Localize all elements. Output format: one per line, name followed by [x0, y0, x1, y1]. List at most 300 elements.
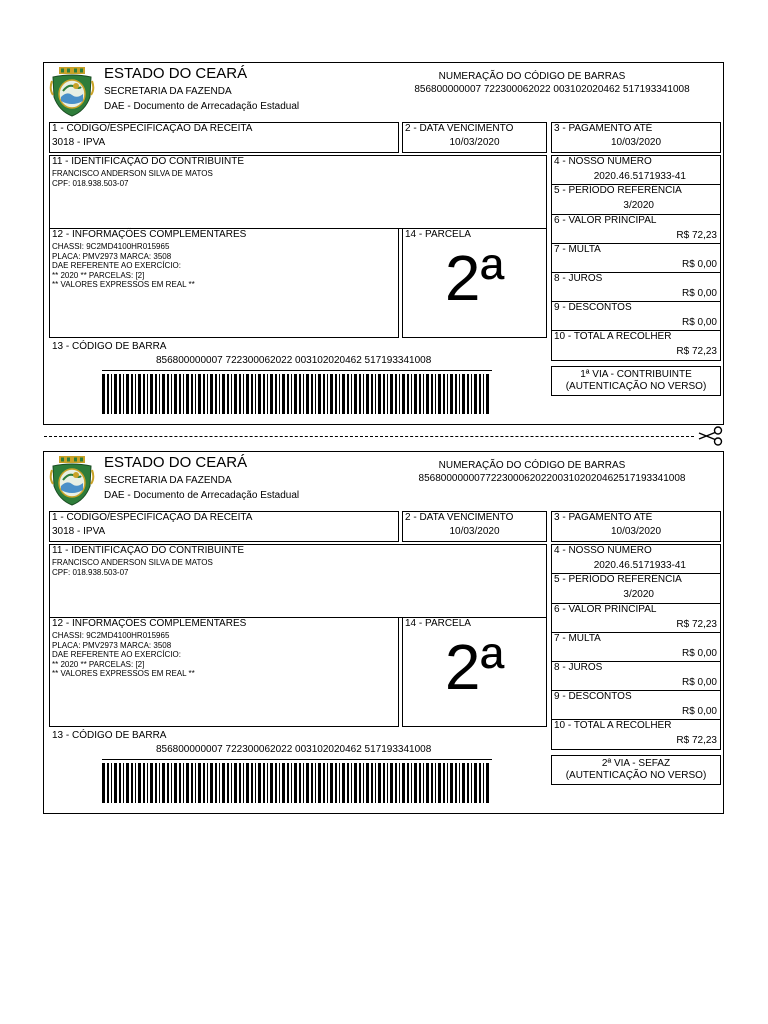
barcode-bar [174, 763, 177, 803]
barcode-bar [315, 374, 316, 414]
barcode-bar [447, 763, 448, 803]
copy-name: 2ª VIA - SEFAZ [601, 758, 671, 769]
installment-number: 2ª [444, 242, 505, 314]
barcode-bar [183, 374, 184, 414]
barcode-bar [323, 374, 325, 414]
field-value: R$ 0,00 [681, 317, 717, 328]
barcode-bar [411, 763, 412, 803]
barcode-bar [363, 374, 364, 414]
field-label: 8 - JUROS [554, 273, 603, 284]
barcode-bar [131, 374, 133, 414]
field-value: 3/2020 [623, 200, 654, 211]
barcode-bar [371, 374, 373, 414]
values-column [551, 544, 721, 750]
copy-designation [551, 755, 721, 785]
barcode-bar [183, 763, 184, 803]
barcode-bar [107, 374, 109, 414]
barcode-bar [339, 763, 340, 803]
barcode-bar [359, 374, 361, 414]
field-label: 10 - TOTAL A RECOLHER [554, 331, 672, 342]
barcode-digits: 856800000007 722300062022 003102020462 517193341008 [156, 355, 432, 366]
barcode-bar [155, 374, 157, 414]
barcode-divider [102, 370, 492, 371]
barcode-bar [330, 374, 333, 414]
barcode-bar [275, 763, 277, 803]
barcode-bar [255, 374, 256, 414]
barcode-bar [351, 763, 352, 803]
barcode-bar [455, 763, 457, 803]
barcode-bar [263, 374, 265, 414]
field-revenue-code [49, 511, 399, 542]
barcode-bar [231, 763, 232, 803]
barcode-bar [143, 763, 145, 803]
barcode-bar [407, 374, 409, 414]
barcode-bar [159, 763, 160, 803]
barcode-bar [270, 763, 273, 803]
field-value: R$ 72,23 [676, 346, 717, 357]
barcode-bar [335, 374, 337, 414]
barcode-bar [191, 763, 193, 803]
barcode-numbering-title: NUMERAÇÃO DO CÓDIGO DE BARRAS [438, 460, 626, 471]
barcode-bar [222, 374, 225, 414]
field-value: 3018 - IPVA [52, 137, 106, 148]
field-label: 14 - PARCELA [405, 618, 471, 629]
field-label: 14 - PARCELA [405, 229, 471, 240]
field-value: R$ 72,23 [676, 619, 717, 630]
barcode-bar [354, 374, 357, 414]
barcode-bar [438, 374, 441, 414]
copy-name: 1ª VIA - CONTRIBUINTE [580, 369, 692, 380]
barcode-bar [347, 763, 349, 803]
barcode-bar [147, 763, 148, 803]
barcode-bar [215, 763, 217, 803]
barcode-bar [275, 374, 277, 414]
barcode-bar [119, 763, 121, 803]
field-label: 3 - PAGAMENTO ATÉ [554, 123, 653, 134]
taxpayer-cpf: CPF: 018.938.503-07 [52, 179, 129, 188]
barcode-bar [438, 763, 441, 803]
barcode-numbering-title: NUMERAÇÃO DO CÓDIGO DE BARRAS [438, 71, 626, 82]
field-value: R$ 0,00 [681, 288, 717, 299]
barcode-bar [402, 374, 405, 414]
coat-of-arms-icon [49, 456, 95, 506]
field-label: 7 - MULTA [554, 244, 601, 255]
taxpayer-name: FRANCISCO ANDERSON SILVA DE MATOS [52, 558, 213, 567]
barcode-bar [195, 763, 196, 803]
barcode-bar [443, 763, 445, 803]
field-label: 5 - PERÍODO REFERÊNCIA [554, 574, 682, 585]
barcode-bar [267, 374, 268, 414]
info-line: PLACA: PMV2973 MARCA: 3508 [52, 640, 172, 650]
state-name: ESTADO DO CEARÁ [104, 65, 248, 82]
barcode-bar [459, 763, 460, 803]
field-label: 6 - VALOR PRINCIPAL [554, 604, 657, 615]
barcode-bar [135, 374, 136, 414]
field-label: 12 - INFORMAÇÕES COMPLEMENTARES [52, 618, 247, 629]
barcode-bar [279, 763, 280, 803]
barcode-bar [210, 374, 213, 414]
barcode-bar [318, 763, 321, 803]
barcode-bar [426, 374, 429, 414]
barcode-bar [387, 374, 388, 414]
field-complementary-info [49, 228, 399, 338]
field-payment-until [551, 511, 721, 542]
barcode-bar [167, 374, 169, 414]
info-line: CHASSI: 9C2MD4100HR015965 [52, 631, 170, 640]
cut-line [44, 436, 694, 437]
field-value: R$ 0,00 [681, 259, 717, 270]
info-line: CHASSI: 9C2MD4100HR015965 [52, 242, 170, 251]
barcode-bar [354, 763, 357, 803]
barcode-bar [450, 374, 453, 414]
barcode-bar [318, 374, 321, 414]
barcode-bar [378, 763, 381, 803]
field-label: 11 - IDENTIFICAÇÃO DO CONTRIBUINTE [52, 545, 245, 556]
barcode-bar [474, 763, 477, 803]
barcode-bar [179, 763, 181, 803]
barcode-bar [431, 763, 433, 803]
barcode-bar [111, 374, 112, 414]
field-label: 2 - DATA VENCIMENTO [405, 123, 514, 134]
barcode-bar [479, 763, 481, 803]
barcode-bar [159, 374, 160, 414]
barcode-bar [299, 374, 301, 414]
field-label: 4 - NOSSO NÚMERO [554, 545, 652, 556]
barcode-bar [111, 763, 112, 803]
copy-authentication-note: (AUTENTICAÇÃO NO VERSO) [565, 770, 707, 781]
barcode-bar [431, 374, 433, 414]
state-name: ESTADO DO CEARÁ [104, 454, 248, 471]
dae-slip-first-copy [43, 62, 724, 425]
barcode-bar [383, 763, 385, 803]
barcode-bar [198, 374, 201, 414]
field-value: 3018 - IPVA [52, 526, 106, 537]
barcode-bar [306, 374, 309, 414]
barcode-bar [474, 374, 477, 414]
barcode-bar [414, 763, 417, 803]
info-line: ** 2020 ** PARCELAS: [2] [52, 659, 145, 669]
installment-number: 2ª [444, 631, 505, 703]
barcode-bar [131, 763, 133, 803]
values-column [551, 155, 721, 361]
barcode-bar [467, 763, 469, 803]
field-label: 9 - DESCONTOS [554, 302, 632, 313]
barcode-bar [258, 374, 261, 414]
barcode-bar [239, 374, 241, 414]
barcode-bar [150, 763, 153, 803]
barcode-bar [171, 374, 172, 414]
coat-of-arms-icon [49, 67, 95, 117]
barcode-bar [186, 374, 189, 414]
barcode-bar [407, 763, 409, 803]
barcode-bar [303, 374, 304, 414]
barcode-bar [203, 374, 205, 414]
barcode-bar [435, 763, 436, 803]
barcode-bar [467, 374, 469, 414]
barcode-bar [419, 763, 421, 803]
field-label: 1 - CÓDIGO/ESPECIFICAÇÃO DA RECEITA [52, 512, 253, 523]
field-label: 8 - JUROS [554, 662, 603, 673]
field-due-date [402, 122, 547, 153]
document-description: DAE - Documento de Arrecadação Estadual [104, 101, 300, 112]
field-value: 10/03/2020 [610, 137, 662, 148]
barcode-bar [306, 763, 309, 803]
barcode-bar [282, 763, 285, 803]
barcode-bar [426, 763, 429, 803]
barcode-bar [462, 763, 465, 803]
barcode-bar [294, 374, 297, 414]
barcode-bar [390, 763, 393, 803]
barcode-bar [215, 374, 217, 414]
barcode-bar [227, 763, 229, 803]
barcode-bar [107, 763, 109, 803]
barcode-bar [399, 374, 400, 414]
field-taxpayer-identification [49, 155, 547, 229]
barcode-bar [411, 374, 412, 414]
barcode-bar [207, 763, 208, 803]
barcode-bar [483, 374, 484, 414]
barcode-bar [311, 763, 313, 803]
barcode-bar [479, 374, 481, 414]
field-value: 10/03/2020 [449, 137, 500, 148]
barcode-bar [342, 763, 345, 803]
barcode-bar [375, 763, 376, 803]
barcode-label: 13 - CÓDIGO DE BARRA [52, 341, 167, 352]
barcode-bar [267, 763, 268, 803]
department-name: SECRETARIA DA FAZENDA [104, 86, 232, 97]
barcode-bar [198, 763, 201, 803]
barcode-bar [395, 763, 397, 803]
barcode-bar [486, 374, 489, 414]
barcode-bar [383, 374, 385, 414]
field-value: 3/2020 [623, 589, 654, 600]
barcode-bar [207, 374, 208, 414]
barcode-bar [239, 763, 241, 803]
barcode-bar [483, 763, 484, 803]
field-value: R$ 0,00 [681, 648, 717, 659]
department-name: SECRETARIA DA FAZENDA [104, 475, 232, 486]
field-label: 12 - INFORMAÇÕES COMPLEMENTARES [52, 229, 247, 240]
barcode-bar [287, 763, 289, 803]
info-line: DAE REFERENTE AO EXERCÍCIO: [52, 650, 181, 659]
barcode-bar [227, 374, 229, 414]
dae-slip-second-copy [43, 451, 724, 814]
barcode-bar [387, 763, 388, 803]
barcode-bar [162, 374, 165, 414]
barcode-label: 13 - CÓDIGO DE BARRA [52, 730, 167, 741]
field-due-date [402, 511, 547, 542]
barcode-bar [323, 763, 325, 803]
barcode-bar [138, 374, 141, 414]
barcode-bar [414, 374, 417, 414]
barcode-bar [114, 374, 117, 414]
barcode-bar [150, 374, 153, 414]
barcode-bar [258, 763, 261, 803]
barcode-bar [351, 374, 352, 414]
barcode-bar [303, 763, 304, 803]
barcode-bar [342, 374, 345, 414]
barcode-bar [291, 374, 292, 414]
barcode-bar [135, 763, 136, 803]
barcode-bar [471, 763, 472, 803]
barcode-bar [102, 763, 105, 803]
barcode-bar [143, 374, 145, 414]
barcode-bar [291, 763, 292, 803]
field-label: 6 - VALOR PRINCIPAL [554, 215, 657, 226]
barcode-bar [222, 763, 225, 803]
barcode-bar [167, 763, 169, 803]
field-value: 10/03/2020 [449, 526, 500, 537]
field-value: R$ 72,23 [676, 230, 717, 241]
barcode-bar [423, 763, 424, 803]
barcode-bar [294, 763, 297, 803]
barcode-bar [282, 374, 285, 414]
field-value: R$ 72,23 [676, 735, 717, 746]
field-label: 7 - MULTA [554, 633, 601, 644]
barcode-bar [251, 763, 253, 803]
info-line: ** 2020 ** PARCELAS: [2] [52, 270, 145, 280]
field-installment [402, 617, 547, 727]
barcode-bar [126, 763, 129, 803]
barcode-bar [270, 374, 273, 414]
barcode-bar [450, 763, 453, 803]
barcode-bar [335, 763, 337, 803]
barcode-bar [246, 374, 249, 414]
barcode-bar [390, 374, 393, 414]
barcode-bar [402, 763, 405, 803]
barcode-bar [455, 374, 457, 414]
barcode-bar [471, 374, 472, 414]
barcode-bar [327, 374, 328, 414]
barcode-bar [119, 374, 121, 414]
barcode-bar [203, 763, 205, 803]
barcode-bar [195, 374, 196, 414]
barcode-bar [138, 763, 141, 803]
taxpayer-cpf: CPF: 018.938.503-07 [52, 568, 129, 577]
field-value: R$ 0,00 [681, 706, 717, 717]
info-line: DAE REFERENTE AO EXERCÍCIO: [52, 261, 181, 270]
info-line: ** VALORES EXPRESSOS EM REAL ** [52, 669, 195, 678]
copy-designation [551, 366, 721, 396]
barcode-bar [174, 374, 177, 414]
barcode-bar [123, 374, 124, 414]
field-value: 10/03/2020 [610, 526, 662, 537]
barcode-bar [191, 374, 193, 414]
barcode-bar [366, 763, 369, 803]
barcode-divider [102, 759, 492, 760]
scissors-icon [698, 426, 724, 446]
barcode-digits: 856800000007 722300062022 003102020462 517193341008 [156, 744, 432, 755]
barcode-bar [263, 763, 265, 803]
field-label: 1 - CÓDIGO/ESPECIFICAÇÃO DA RECEITA [52, 123, 253, 134]
barcode-bar [251, 374, 253, 414]
barcode-icon [102, 374, 492, 414]
barcode-bar [299, 763, 301, 803]
field-revenue-code [49, 122, 399, 153]
field-label: 2 - DATA VENCIMENTO [405, 512, 514, 523]
barcode-bar [102, 374, 105, 414]
barcode-bar [162, 763, 165, 803]
barcode-bar [147, 374, 148, 414]
barcode-bar [311, 374, 313, 414]
field-payment-until [551, 122, 721, 153]
barcode-bar [219, 763, 220, 803]
barcode-bar [419, 374, 421, 414]
barcode-bar [423, 374, 424, 414]
field-label: 4 - NOSSO NÚMERO [554, 156, 652, 167]
barcode-bar [114, 763, 117, 803]
barcode-numbering-value: 856800000007 722300062022 003102020462 517193341008 [414, 84, 690, 95]
barcode-bar [327, 763, 328, 803]
barcode-bar [447, 374, 448, 414]
barcode-bar [219, 374, 220, 414]
taxpayer-name: FRANCISCO ANDERSON SILVA DE MATOS [52, 169, 213, 178]
document-description: DAE - Documento de Arrecadação Estadual [104, 490, 300, 501]
info-line: PLACA: PMV2973 MARCA: 3508 [52, 251, 172, 261]
barcode-bar [459, 374, 460, 414]
copy-authentication-note: (AUTENTICAÇÃO NO VERSO) [565, 381, 707, 392]
barcode-bar [399, 763, 400, 803]
barcode-bar [279, 374, 280, 414]
barcode-bar [375, 374, 376, 414]
barcode-bar [486, 763, 489, 803]
field-value: R$ 0,00 [681, 677, 717, 688]
field-label: 3 - PAGAMENTO ATÉ [554, 512, 653, 523]
barcode-bar [395, 374, 397, 414]
barcode-bar [255, 763, 256, 803]
field-label: 9 - DESCONTOS [554, 691, 632, 702]
barcode-icon [102, 763, 492, 803]
barcode-bar [339, 374, 340, 414]
barcode-bar [359, 763, 361, 803]
barcode-bar [234, 763, 237, 803]
barcode-bar [243, 374, 244, 414]
barcode-bar [330, 763, 333, 803]
barcode-bar [123, 763, 124, 803]
barcode-bar [363, 763, 364, 803]
info-line: ** VALORES EXPRESSOS EM REAL ** [52, 280, 195, 289]
barcode-bar [371, 763, 373, 803]
barcode-bar [315, 763, 316, 803]
barcode-bar [378, 374, 381, 414]
field-installment [402, 228, 547, 338]
field-value: 2020.46.5171933-41 [593, 171, 686, 182]
field-complementary-info [49, 617, 399, 727]
field-value: 2020.46.5171933-41 [593, 560, 686, 571]
barcode-bar [210, 763, 213, 803]
barcode-bar [126, 374, 129, 414]
barcode-bar [179, 374, 181, 414]
field-label: 11 - IDENTIFICAÇÃO DO CONTRIBUINTE [52, 156, 245, 167]
barcode-numbering-value: 856800000007722300062022003102020462517193341008 [418, 473, 686, 484]
field-label: 5 - PERÍODO REFERÊNCIA [554, 185, 682, 196]
barcode-bar [287, 374, 289, 414]
barcode-bar [155, 763, 157, 803]
field-taxpayer-identification [49, 544, 547, 618]
barcode-bar [234, 374, 237, 414]
field-label: 10 - TOTAL A RECOLHER [554, 720, 672, 731]
barcode-bar [243, 763, 244, 803]
barcode-bar [171, 763, 172, 803]
barcode-bar [231, 374, 232, 414]
barcode-bar [366, 374, 369, 414]
barcode-bar [186, 763, 189, 803]
barcode-bar [462, 374, 465, 414]
barcode-bar [435, 374, 436, 414]
barcode-bar [246, 763, 249, 803]
barcode-bar [443, 374, 445, 414]
barcode-bar [347, 374, 349, 414]
